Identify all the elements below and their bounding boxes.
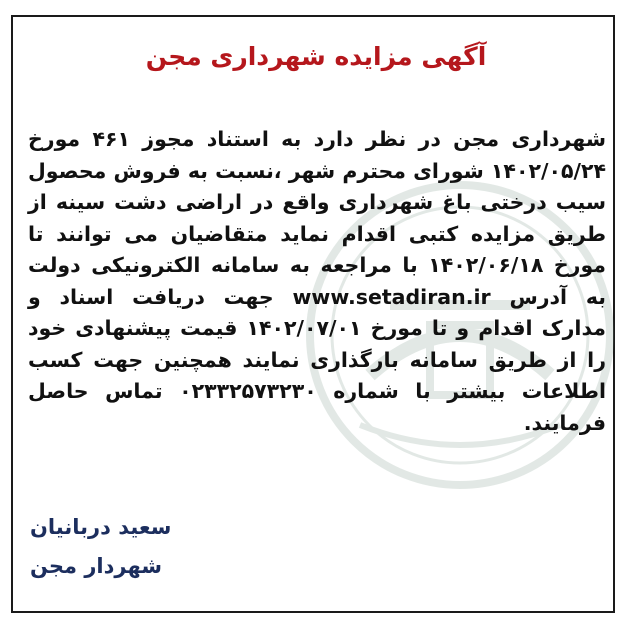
notice-body: شهرداری مجن در نظر دارد به استناد مجوز ۴۶۱ مورخ ۱۴۰۲/۰۵/۲۴ شورای محترم شهر ،نسبت به فروش محصول سیب درختی باغ شهرداری واقع در اراضی دشت سینه از طریق مزایده کتبی اقدام نماید متقاضیان می توانند تا مورخ ۱۴۰۲/۰۶/۱۸ با مراجعه به سامانه الکترونیکی دولت به آدرس www.setadiran.ir جهت دریافت اسناد و مدارک اقدام و تا مورخ ۱۴۰۲/۰۷/۰۱ قیمت پیشنهادی خود را از طریق سامانه بارگذاری نمایند همچنین جهت کسب اطلاعات بیشتر با شماره ۰۲۳۳۲۵۷۳۲۳۰ تماس حاصل فرمایند. [28, 127, 606, 435]
signatory-title: شهردار مجن [30, 554, 162, 578]
signatory-name: سعید دربانیان [30, 515, 172, 539]
notice-title: آگهی مزایده شهرداری مجن [145, 42, 487, 71]
